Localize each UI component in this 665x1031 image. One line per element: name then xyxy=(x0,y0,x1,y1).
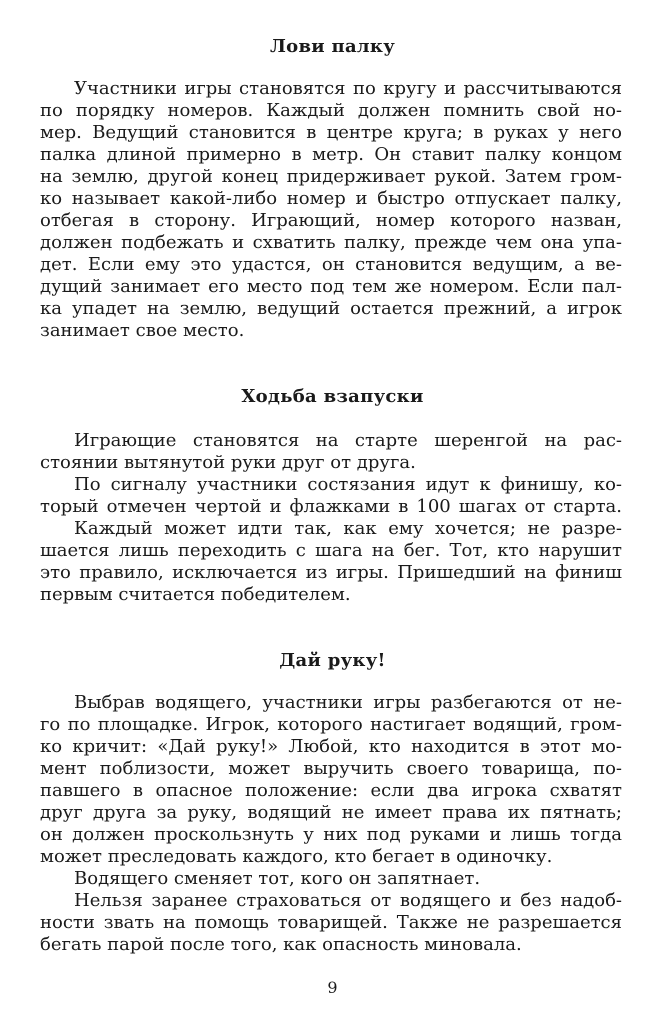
text-line: на землю, другой конец придерживает рукой. Затем гром- xyxy=(40,166,622,187)
text-line: Водящего сменяет тот, кого он запятнает. xyxy=(74,868,481,889)
text-line: Играющие становятся на старте шеренгой на рас- xyxy=(74,430,622,451)
text-line: он должен проскользнуть у них под руками и лишь тогда xyxy=(40,824,622,845)
text-line: друг друга за руку, водящий не имеет права их пятнать; xyxy=(40,802,622,823)
text-line: По сигналу участники состязания идут к финишу, ко- xyxy=(74,474,622,495)
text-line: по порядку номеров. Каждый должен помнить свой но- xyxy=(40,100,622,121)
text-line: ко называет какой-либо номер и быстро отпускает палку, xyxy=(40,188,622,209)
text-line: отбегая в сторону. Играющий, номер которого назван, xyxy=(40,210,622,231)
text-line: палка длиной примерно в метр. Он ставит палку концом xyxy=(40,144,622,165)
text-line: мент поблизости, может выручить своего товарища, по- xyxy=(40,758,622,779)
section-title-khodba-vzapuski: Ходьба взапуски xyxy=(241,386,424,407)
text-line: го по площадке. Игрок, которого настигает водящий, гром- xyxy=(40,714,622,735)
text-line: должен подбежать и схватить палку, прежде чем она упа- xyxy=(40,232,622,253)
text-line: это правило, исключается из игры. Пришедший на финиш xyxy=(40,562,622,583)
text-line: дет. Если ему это удастся, он становится ведущим, а ве- xyxy=(40,254,622,275)
text-line: стоянии вытянутой руки друг от друга. xyxy=(40,452,416,473)
text-line: первым считается победителем. xyxy=(40,584,351,605)
text-line: ности звать на помощь товарищей. Также не разрешается xyxy=(40,912,622,933)
text-line: мер. Ведущий становится в центре круга; в руках у него xyxy=(40,122,622,143)
text-line: Участники игры становятся по кругу и рассчитываются xyxy=(74,78,622,99)
text-line: Выбрав водящего, участники игры разбегаются от не- xyxy=(74,692,622,713)
text-line: шается лишь переходить с шага на бег. Тот, кто нарушит xyxy=(40,540,622,561)
section-title-dai-ruku: Дай руку! xyxy=(279,650,386,671)
text-line: ко кричит: «Дай руку!» Любой, кто находится в этот мо- xyxy=(40,736,622,757)
text-line: ка упадет на землю, ведущий остается прежний, а игрок xyxy=(40,298,622,319)
text-line: павшего в опасное положение: если два игрока схватят xyxy=(40,780,622,801)
text-line: торый отмечен чертой и флажками в 100 шагах от старта. xyxy=(40,496,622,517)
text-line: Нельзя заранее страховаться от водящего и без надоб- xyxy=(74,890,622,911)
page-number: 9 xyxy=(327,978,338,997)
text-line: занимает свое место. xyxy=(40,320,245,341)
text-line: дущий занимает его место под тем же номером. Если пал- xyxy=(40,276,622,297)
section-title-lovi-palku: Лови палку xyxy=(269,36,396,57)
text-line: бегать парой после того, как опасность миновала. xyxy=(40,934,522,955)
text-line: может преследовать каждого, кто бегает в одиночку. xyxy=(40,846,553,867)
text-line: Каждый может идти так, как ему хочется; не разре- xyxy=(74,518,622,539)
